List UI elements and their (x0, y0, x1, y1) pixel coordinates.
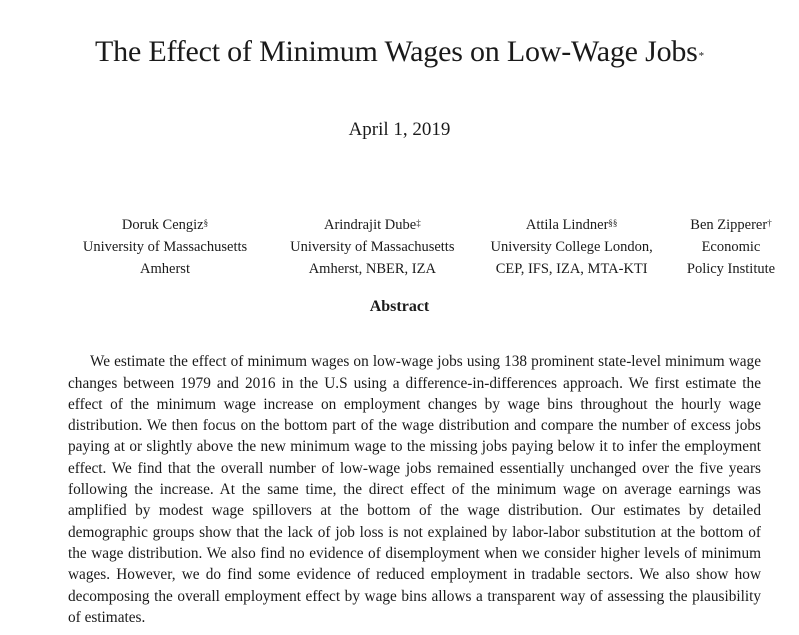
author-affiliation-line: Amherst, NBER, IZA (308, 261, 436, 277)
author-name (481, 214, 663, 236)
author-name-text: Arindrajit Dube (323, 217, 417, 233)
paper-date: April 1, 2019 (348, 119, 451, 140)
author-name (676, 214, 786, 236)
author-footnote-mark: ‡ (416, 218, 421, 228)
author-affiliation-line: CEP, IFS, IZA, MTA-KTI (495, 261, 648, 277)
author-name (277, 214, 467, 236)
title-text: The Effect of Minimum Wages on Low-Wage Jobs (95, 35, 698, 69)
author-name-text: Doruk Cengiz (121, 217, 204, 233)
author-affiliation-line: University College London, (490, 239, 653, 255)
abstract-body: We estimate the effect of minimum wages on low-wage jobs using 138 prominent state-level minimum wage changes between 1979 and 2016 in the U.S using a difference-in-differences approach. We first estimate the effect of the minimum wage increase on employment changes by wage bins throughout the hourly wage distribution. We then focus on the bottom part of the wage distribution and compare the number of excess jobs paying at or slightly above the new minimum wage to the missing jobs paying below it to infer the employment effect. We find that the overall number of low-wage jobs remained essentially unchanged over the five years following the increase. At the same time, the direct effect of the minimum wage on average earnings was amplified by modest wage spillovers at the bottom of the wage distribution. Our estimates by detailed demographic groups show that the lack of job loss is not explained by labor-labor substitution at the bottom of the wage distribution. We also find no evidence of disemployment when we consider higher levels of minimum wages. However, we do find some evidence of reduced employment in tradable sectors. We also show how decomposing the overall employment effect by wage bins allows a transparent way of assessing the plausibility of estimates. (68, 353, 761, 626)
title-footnote-mark: * (698, 50, 704, 63)
author-block (66, 214, 786, 280)
author-footnote-mark: § (203, 218, 209, 228)
author-affiliation-line: Policy Institute (686, 261, 776, 277)
author-name (66, 214, 264, 236)
author-card (481, 214, 663, 280)
paper-title (0, 34, 799, 70)
author-card (676, 214, 786, 280)
author-card (66, 214, 264, 280)
author-affiliation-line: Amherst (140, 261, 190, 277)
author-affiliation-line: University of Massachusetts (82, 239, 248, 255)
author-affiliation-line: University of Massachusetts (290, 239, 455, 255)
author-footnote-mark: §§ (608, 218, 618, 228)
abstract-heading: Abstract (369, 298, 430, 315)
author-name-text: Ben Zipperer (690, 217, 768, 233)
author-affiliation-line: Economic (701, 239, 761, 255)
author-name-text: Attila Lindner (525, 217, 609, 233)
author-footnote-mark: † (767, 218, 772, 228)
author-card (277, 214, 467, 280)
